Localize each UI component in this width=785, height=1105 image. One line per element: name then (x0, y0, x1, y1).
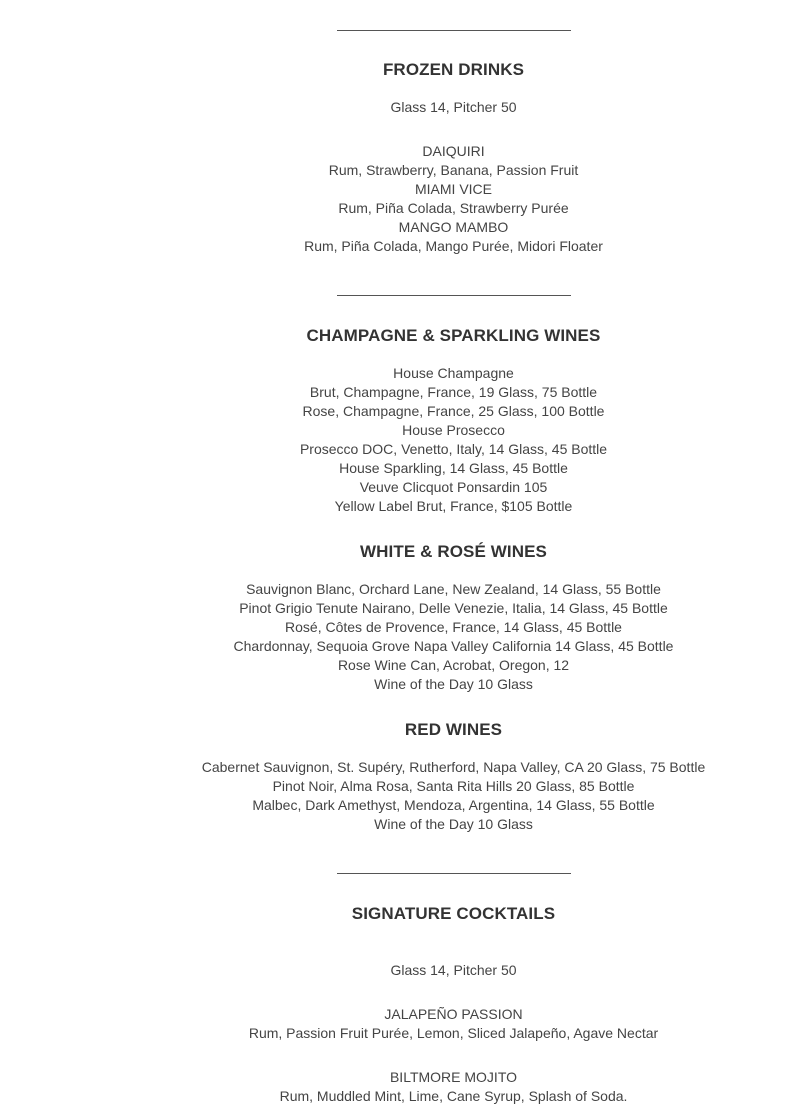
wine-list-item: Brut, Champagne, France, 19 Glass, 75 Bottle (309, 384, 598, 400)
wine-list-item: Prosecco DOC, Venetto, Italy, 14 Glass, 45 Bottle (299, 441, 608, 457)
wine-list-item: Wine of the Day 10 Glass (374, 676, 533, 692)
menu-item-name: JALAPEÑO PASSION (384, 1006, 523, 1022)
frozen-drinks-pricing: Glass 14, Pitcher 50 (390, 99, 517, 115)
menu-item-description: Rum, Strawberry, Banana, Passion Fruit (328, 162, 579, 178)
wine-list-item: Rose Wine Can, Acrobat, Oregon, 12 (337, 657, 570, 673)
menu-item-name: DAIQUIRI (422, 143, 485, 159)
menu-item-description: Rum, Piña Colada, Strawberry Purée (338, 200, 569, 216)
wine-list-item: House Champagne (393, 365, 514, 381)
menu-item-description: Rum, Passion Fruit Purée, Lemon, Sliced Jalapeño, Agave Nectar (248, 1025, 659, 1041)
wine-list-item: Yellow Label Brut, France, $105 Bottle (334, 498, 573, 514)
wine-list-item: House Sparkling, 14 Glass, 45 Bottle (339, 460, 568, 476)
menu-item-name: MIAMI VICE (414, 181, 492, 197)
signature-cocktails-pricing: Glass 14, Pitcher 50 (390, 962, 517, 978)
section-divider (337, 295, 571, 296)
wine-list-item: Cabernet Sauvignon, St. Supéry, Rutherford, Napa Valley, CA 20 Glass, 75 Bottle (201, 759, 706, 775)
red-wines-heading: RED WINES (404, 720, 503, 739)
signature-cocktails-heading: SIGNATURE COCKTAILS (351, 904, 556, 923)
wine-list-item: Rosé, Côtes de Provence, France, 14 Glass, 45 Bottle (285, 619, 622, 635)
frozen-drinks-heading: FROZEN DRINKS (382, 60, 525, 79)
wine-list-item: Rose, Champagne, France, 25 Glass, 100 Bottle (302, 403, 605, 419)
wine-list-item: House Prosecco (402, 422, 505, 438)
wine-list-item: Chardonnay, Sequoia Grove Napa Valley California 14 Glass, 45 Bottle (233, 638, 674, 654)
wine-list-item: Veuve Clicquot Ponsardin 105 (359, 479, 548, 495)
wine-list-item: Pinot Noir, Alma Rosa, Santa Rita Hills 20 Glass, 85 Bottle (272, 778, 635, 794)
wine-list-item: Pinot Grigio Tenute Nairano, Delle Venezie, Italia, 14 Glass, 45 Bottle (239, 600, 668, 616)
wine-list-item: Malbec, Dark Amethyst, Mendoza, Argentina, 14 Glass, 55 Bottle (252, 797, 655, 813)
section-divider (337, 873, 571, 874)
menu-item-description: Rum, Piña Colada, Mango Purée, Midori Floater (304, 238, 603, 254)
section-divider (337, 30, 571, 31)
menu-item-description: Rum, Muddled Mint, Lime, Cane Syrup, Splash of Soda. (279, 1088, 628, 1104)
wine-list-item: Sauvignon Blanc, Orchard Lane, New Zealand, 14 Glass, 55 Bottle (246, 581, 661, 597)
menu-item-name: BILTMORE MOJITO (389, 1069, 518, 1085)
champagne-heading: CHAMPAGNE & SPARKLING WINES (306, 326, 601, 345)
menu-item-name: MANGO MAMBO (398, 219, 509, 235)
wine-list-item: Wine of the Day 10 Glass (374, 816, 533, 832)
white-rose-heading: WHITE & ROSÉ WINES (360, 542, 547, 561)
